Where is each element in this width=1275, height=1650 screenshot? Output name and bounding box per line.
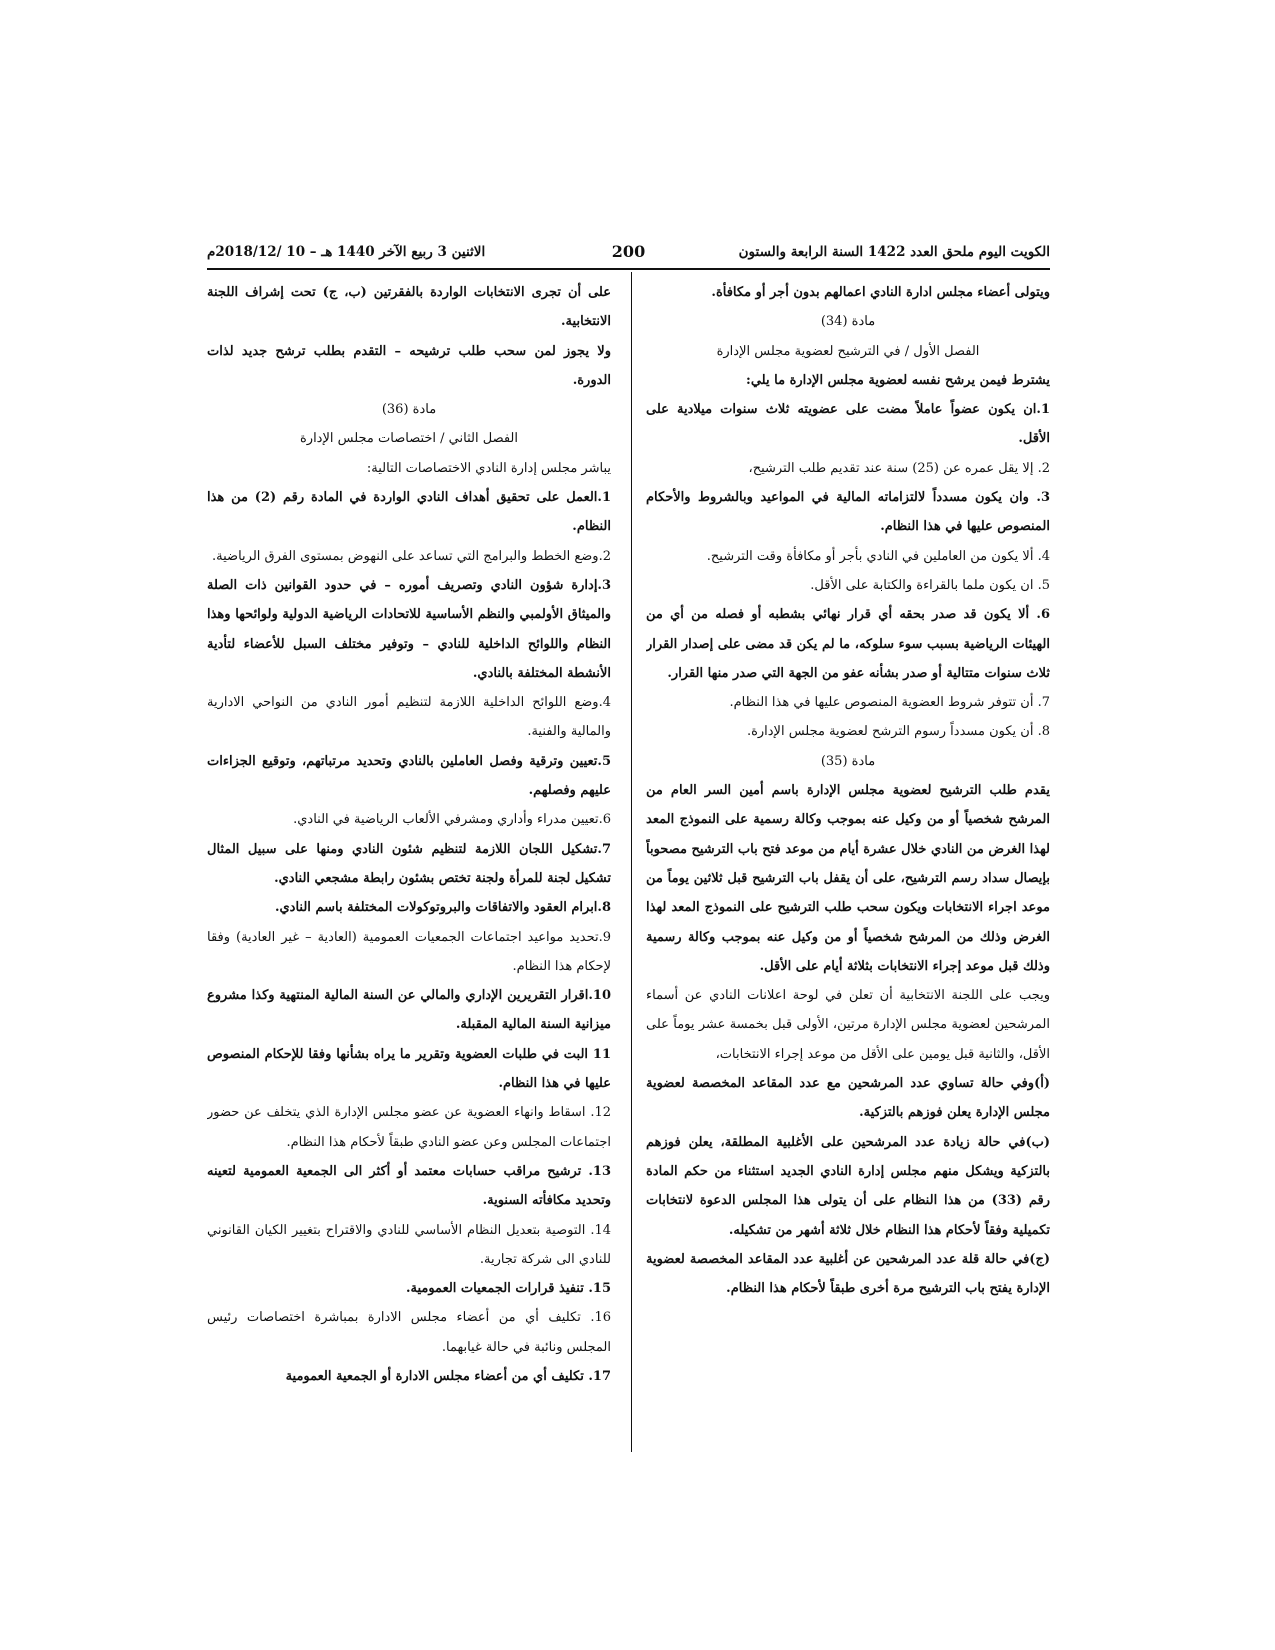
list-item: 17. تكليف أي من أعضاء مجلس الادارة أو الجمعية العمومية [285, 1368, 611, 1384]
list-item: 11 البت في طلبات العضوية وتقرير ما يراه بشأنها وفقا للإحكام المنصوص عليها في هذا النظام. [207, 1046, 611, 1092]
list-item: 8.ابرام العقود والاتفاقات والبروتوكولات المختلفة باسم النادي. [274, 900, 611, 916]
list-item: 3. وان يكون مسدداً لالتزاماته المالية في المواعيد وبالشروط والأحكام المنصوص عليها في هذا النظام. [646, 490, 1050, 535]
chapter-heading: الفصل الثاني / اختصاصات مجلس الإدارة [299, 431, 518, 447]
article-heading-34: مادة (34) [820, 314, 876, 330]
list-item: (أ)وفي حالة تساوي عدد المرشحين مع عدد المقاعد المخصصة لعضوية مجلس الإدارة يعلن فوزهم بالتزكية. [646, 1076, 1050, 1121]
list-item: 2.وضع الخطط والبرامج التي تساعد على النهوض بمستوى الفرق الرياضية. [212, 548, 611, 564]
paragraph: يشترط فيمن يرشح نفسه لعضوية مجلس الإدارة ما يلي: [746, 372, 1050, 388]
list-item: 5. ان يكون ملما بالقراءة والكتابة على الأقل. [810, 577, 1050, 593]
right-column [646, 278, 1050, 1458]
list-item: 7. أن تتوفر شروط العضوية المنصوص عليها في هذا النظام. [729, 695, 1050, 711]
chapter-heading: الفصل الأول / في الترشيح لعضوية مجلس الإدارة [716, 343, 980, 359]
page-number: 200 [611, 242, 646, 261]
list-item: 3.إدارة شؤون النادي وتصريف أموره – في حدود القوانين ذات الصلة والميثاق الأولمبي والنظم الأساسية للاتحادات الرياضية الدولية ولوائحها وهذا النظام واللوائح الداخلية للنادي – وتوفير مختلف السبل للأعضاء لتأدية الأنشطة المختلفة بالنادي. [207, 577, 611, 681]
list-item: 5.تعيين وترقية وفصل العاملين بالنادي وتحديد مرتباتهم، وتوقيع الجزاءات عليهم وفصلهم. [207, 753, 611, 799]
page-header [207, 244, 1050, 266]
list-item: 6.تعيين مدراء وأداري ومشرفي الألعاب الرياضية في النادي. [293, 812, 611, 828]
list-item: 15. تنفيذ قرارات الجمعيات العمومية. [405, 1281, 611, 1297]
list-item: 7.تشكيل اللجان اللازمة لتنظيم شئون النادي ومنها على سبيل المثال تشكيل لجنة للمرأة ولجنة تختص بشئون رابطة مشجعي النادي. [207, 841, 611, 886]
list-item: 6. ألا يكون قد صدر بحقه أي قرار نهائي بشطبه أو فصله من أي من الهيئات الرياضية بسبب سوء سلوكه، ما لم يكن قد مضى على إصدار القرار ثلاث سنوات متتالية أو صدر بشأنه عفو من الجهة التي صدر منها القرار. [646, 607, 1050, 681]
list-item: 16. تكليف أي من أعضاء مجلس الادارة بمباشرة اختصاصات رئيس المجلس ونائبة في حالة غيابهما. [207, 1310, 611, 1355]
list-item: 9.تحديد مواعيد اجتماعات الجمعيات العمومية (العادية – غير العادية) وفقا لإحكام هذا النظام. [207, 929, 611, 974]
left-column [207, 278, 611, 1458]
article-heading-35: مادة (35) [820, 753, 876, 769]
list-item: 4.وضع اللوائح الداخلية اللازمة لتنظيم أمور النادي من النواحي الادارية والمالية والفنية. [207, 695, 611, 740]
paragraph: ويجب على اللجنة الانتخابية أن تعلن في لوحة اعلانات النادي عن أسماء المرشحين لعضوية مجلس الإدارة مرتين، الأولى قبل بخمسة عشر يوماً على الأقل، والثانية قبل يومين على الأقل من موعد إجراء الانتخابات، [646, 988, 1050, 1062]
list-item: 2. إلا يقل عمره عن (25) سنة عند تقديم طلب الترشيح، [748, 460, 1050, 476]
column-divider [631, 272, 632, 1452]
paragraph: على أن تجرى الانتخابات الواردة بالفقرتين (ب، ج) تحت إشراف اللجنة الانتخابية. [207, 285, 611, 330]
list-item: 14. التوصية بتعديل النظام الأساسي للنادي والاقتراح بتغيير الكيان القانوني للنادي الى شركة تجارية. [207, 1222, 611, 1267]
paragraph: يقدم طلب الترشيح لعضوية مجلس الإدارة باسم أمين السر العام من المرشح شخصياً أو من وكيل عنه بموجب وكالة رسمية على النموذج المعد لهذا الغرض من النادي خلال عشرة أيام من موعد فتح باب الترشيح مصحوباً بإيصال سداد رسم الترشيح، على أن يقفل باب الترشيح قبل ثلاثين يوماً من موعد اجراء الانتخابات ويكون سحب طلب الترشيح على النموذج المعد لهذا الغرض وذلك من المرشح شخصياً أو من وكيل عنه بموجب وكالة رسمية وذلك قبل موعد إجراء الانتخابات بثلاثة أيام على الأقل. [646, 783, 1050, 974]
list-item: 8. أن يكون مسدداً رسوم الترشح لعضوية مجلس الإدارة. [746, 724, 1050, 740]
article-heading-36: مادة (36) [381, 402, 437, 418]
list-item: (ج)في حالة قلة عدد المرشحين عن أغلبية عدد المقاعد المخصصة لعضوية الإدارة يفتح باب الترشيح مرة أخرى طبقاً لأحكام هذا النظام. [646, 1251, 1050, 1297]
paragraph: ولا يجوز لمن سحب طلب ترشيحه – التقدم بطلب ترشح جديد لذات الدورة. [207, 343, 611, 388]
list-item: 4. ألا يكون من العاملين في النادي بأجر أو مكافأة وقت الترشيح. [706, 548, 1050, 564]
paragraph: يباشر مجلس إدارة النادي الاختصاصات التالية: [366, 460, 611, 476]
issue-date: الاثنين 3 ربيع الآخر 1440 هـ – 10 /2018/12م [207, 244, 486, 260]
list-item: (ب)في حالة زيادة عدد المرشحين على الأغلبية المطلقة، يعلن فوزهم بالتزكية ويشكل منهم مجلس إدارة النادي الجديد استثناء من حكم المادة رقم (33) من هذا النظام على أن يتولى هذا المجلس الدعوة لانتخابات تكميلية وفقاً لأحكام هذا النظام خلال ثلاثة أشهر من تشكيله. [646, 1134, 1050, 1238]
list-item: 12. اسقاط وانهاء العضوية عن عضو مجلس الإدارة الذي يتخلف عن حضور اجتماعات المجلس وعن عضو النادي طبقاً لأحكام هذا النظام. [207, 1105, 611, 1150]
gazette-title: الكويت اليوم ملحق العدد 1422 السنة الرابعة والستون [738, 244, 1050, 260]
header-rule [207, 268, 1050, 270]
paragraph: ويتولى أعضاء مجلس ادارة النادي اعمالهم بدون أجر أو مكافأة. [711, 285, 1050, 300]
list-item: 10.اقرار التقريرين الإداري والمالي عن السنة المالية المنتهية وكذا مشروع ميزانية السنة المالية المقبلة. [207, 988, 611, 1033]
list-item: 13. ترشيح مراقب حسابات معتمد أو أكثر الى الجمعية العمومية لتعينه وتحديد مكافأته السنوية. [207, 1163, 611, 1209]
list-item: 1.العمل على تحقيق أهداف النادي الواردة في المادة رقم (2) من هذا النظام. [207, 490, 611, 535]
list-item: 1.ان يكون عضواً عاملاً مضت على عضويته ثلاث سنوات ميلادية على الأقل. [646, 402, 1050, 447]
